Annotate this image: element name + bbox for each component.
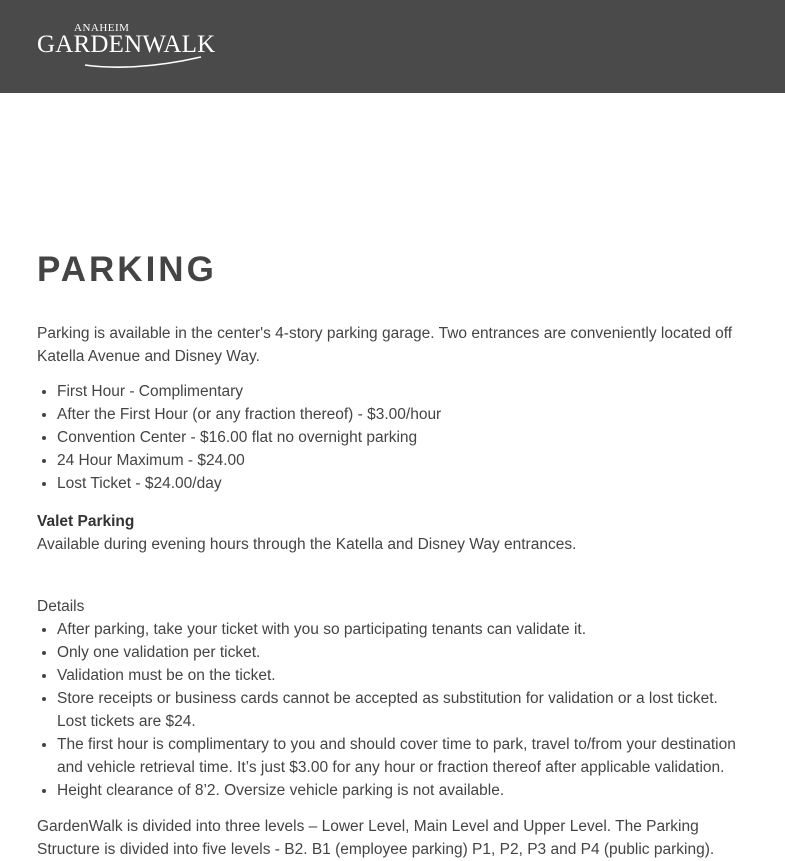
valet-heading: Valet Parking xyxy=(37,513,135,530)
site-header xyxy=(0,0,785,93)
page-title: PARKING xyxy=(37,250,217,289)
gardenwalk-logo[interactable] xyxy=(37,22,222,72)
list-item: • First Hour - Complimentary xyxy=(57,380,748,403)
list-item: • Store receipts or business cards cannot be accepted as substitution for validation or a lost ticket. Lost tickets are $24. xyxy=(57,687,748,733)
list-item: • After parking, take your ticket with you so participating tenants can validate it. xyxy=(57,618,748,641)
list-item: • After the First Hour (or any fraction thereof) - $3.00/hour xyxy=(57,403,748,426)
valet-text: Available during evening hours through the Katella and Disney Way entrances. xyxy=(37,536,577,553)
list-item: • Convention Center - $16.00 flat no overnight parking xyxy=(57,426,748,449)
logo-swoosh-icon xyxy=(83,55,203,69)
list-item: • Height clearance of 8’2. Oversize vehicle parking is not available. xyxy=(57,779,748,802)
main-content xyxy=(0,93,785,861)
rates-list xyxy=(37,380,748,495)
logo-top-text: ANAHEIM xyxy=(74,22,130,34)
list-item: • Lost Ticket - $24.00/day xyxy=(57,472,748,495)
details-list xyxy=(37,618,748,802)
list-item: • Validation must be on the ticket. xyxy=(57,664,748,687)
intro-text: Parking is available in the center's 4-story parking garage. Two entrances are conveniently located off Katella Avenue and Disney Way. xyxy=(37,325,733,365)
list-item: • 24 Hour Maximum - $24.00 xyxy=(57,449,748,472)
details-heading: Details xyxy=(37,598,85,615)
list-item: • The first hour is complimentary to you and should cover time to park, travel to/from your destination and vehicle retrieval time. It’s just $3.00 for any hour or fraction thereof after applicable validation. xyxy=(57,733,748,779)
list-item: • Only one validation per ticket. xyxy=(57,641,748,664)
closing-text: GardenWalk is divided into three levels – Lower Level, Main Level and Upper Level. The Parking Structure is divided into five levels - B2. B1 (employee parking) P1, P2, P3 and P4 (public parking). xyxy=(37,818,715,858)
logo-main-text: GARDENWALK xyxy=(37,31,216,58)
